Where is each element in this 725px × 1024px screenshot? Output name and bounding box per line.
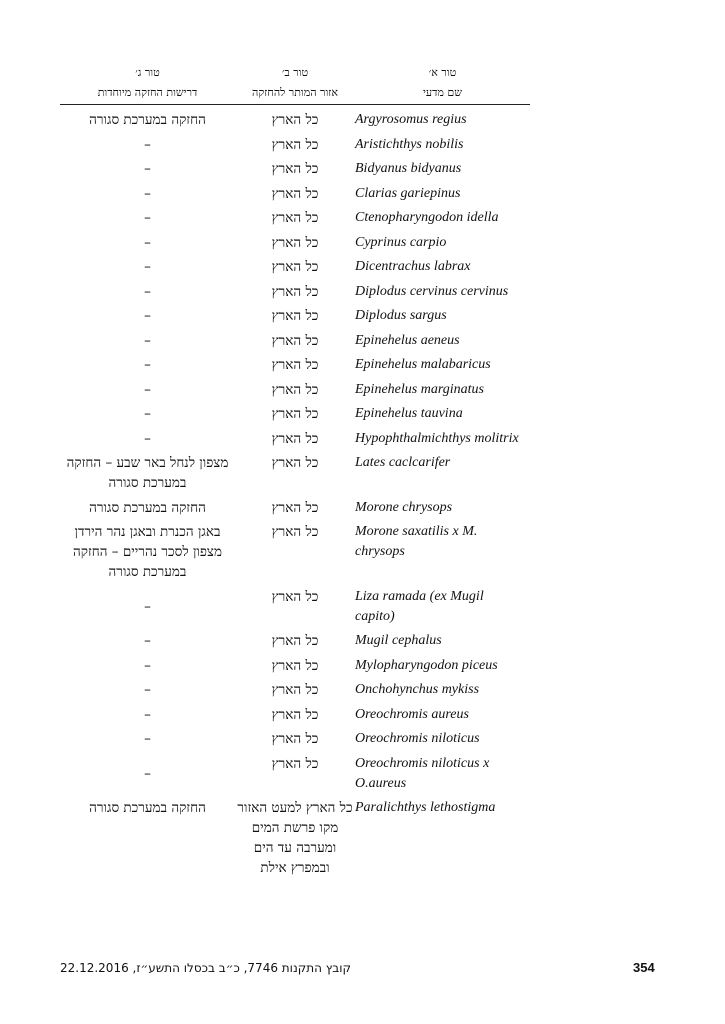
scientific-name-cell: Liza ramada (ex Mugil capito): [355, 588, 484, 624]
scientific-name-cell: Lates caclcarifer: [355, 455, 451, 470]
table-row: [60, 331, 530, 351]
col-a-title: טור א׳: [428, 66, 457, 79]
scientific-name-cell: Oreochromis niloticus: [355, 731, 480, 746]
permitted-area-cell: כל הארץ: [271, 283, 319, 300]
table-row: [60, 754, 530, 794]
scientific-name-cell: Onchohynchus mykiss: [355, 682, 480, 697]
col-c-subtitle: דרישות החזקה מיוחדות: [97, 86, 198, 99]
permitted-area-cell: כל הארץ: [271, 185, 319, 202]
requirements-cell: –: [144, 633, 151, 649]
requirements-cell: –: [144, 765, 151, 782]
scientific-name-cell: Cyprinus carpio: [355, 234, 447, 250]
requirements-cell: –: [144, 308, 151, 324]
requirements-cell: –: [144, 136, 151, 153]
requirements-cell: –: [144, 657, 151, 674]
requirements-cell: –: [144, 161, 151, 177]
scientific-name-cell: Paralichthys lethostigma: [355, 800, 496, 815]
permitted-area-cell: כל הארץ: [271, 332, 319, 349]
permitted-area-cell: כל הארץ: [271, 524, 319, 540]
permitted-area-cell: כל הארץ: [271, 657, 319, 674]
permitted-area-cell: כל הארץ: [271, 308, 319, 324]
footer-publication-line: קובץ התקנות 7746, כ״ב בכסלו התשע״ז, 22.12.2016: [60, 961, 351, 975]
table-row: [60, 631, 530, 651]
requirements-cell: –: [144, 283, 151, 300]
scientific-name-cell: Dicentrachus labrax: [355, 259, 471, 274]
table-row: [60, 380, 530, 400]
permitted-area-cell: כל הארץ: [271, 161, 319, 177]
scientific-name-cell: Aristichthys nobilis: [355, 136, 464, 152]
permitted-area-cell: כל הארץ: [271, 455, 319, 471]
table-row: [60, 110, 530, 130]
scientific-name-cell: Oreochromis aureus: [355, 706, 469, 722]
table-row: [60, 729, 530, 749]
requirements-cell: –: [144, 185, 151, 202]
permitted-area-cell: כל הארץ: [271, 112, 319, 128]
scientific-name-cell: Mugil cephalus: [355, 633, 442, 648]
table-row: [60, 208, 530, 228]
scientific-name-cell: Hypophthalmichthys molitrix: [355, 430, 519, 446]
table-row: [60, 404, 530, 424]
permitted-area-cell: כל הארץ: [271, 731, 319, 747]
page-number: 354: [633, 960, 655, 975]
table-row: [60, 587, 530, 627]
permitted-area-cell: כל הארץ: [271, 755, 319, 772]
col-a-subtitle: שם מדעי: [422, 86, 463, 99]
species-table: [60, 66, 530, 883]
table-row: [60, 184, 530, 204]
scientific-name-cell: Epinehelus aeneus: [355, 332, 460, 348]
requirements-cell: –: [144, 381, 151, 398]
scientific-name-cell: Diplodus cervinus cervinus: [355, 283, 509, 299]
requirements-cell: –: [144, 430, 151, 447]
permitted-area-cell: כל הארץ: [271, 136, 319, 153]
page-footer: [0, 960, 725, 980]
table-row: [60, 522, 530, 582]
scientific-name-cell: Morone saxatilis x M. chrysops: [355, 524, 478, 559]
table-header-subtitles: [60, 86, 530, 104]
scientific-name-cell: Diplodus sargus: [355, 308, 447, 323]
table-row: [60, 355, 530, 375]
header-rule: [60, 104, 530, 105]
permitted-area-cell: כל הארץ: [271, 633, 319, 649]
scientific-name-cell: Clarias gariepinus: [355, 185, 461, 201]
scientific-name-cell: Oreochromis niloticus x O.aureus: [355, 755, 490, 791]
table-row: [60, 306, 530, 326]
requirements-cell: –: [144, 706, 151, 723]
requirements-cell: –: [144, 598, 151, 615]
col-b-subtitle: אזור המותר להחזקה: [252, 86, 338, 99]
table-row: [60, 135, 530, 155]
permitted-area-cell: כל הארץ: [271, 499, 319, 516]
col-c-title: טור ג׳: [135, 66, 160, 79]
requirements-cell: החזקה במערכת סגורה: [89, 499, 206, 516]
requirements-cell: –: [144, 234, 151, 251]
table-row: [60, 257, 530, 277]
scientific-name-cell: Epinehelus marginatus: [355, 381, 484, 397]
permitted-area-cell: כל הארץ: [271, 588, 319, 605]
permitted-area-cell: כל הארץ למעט האזור מקו פרשת המים ומערבה עד הים ובמפרץ אילת: [237, 800, 353, 876]
table-row: [60, 705, 530, 725]
permitted-area-cell: כל הארץ: [271, 430, 319, 447]
permitted-area-cell: כל הארץ: [271, 682, 319, 698]
col-b-title: טור ב׳: [281, 66, 309, 79]
requirements-cell: –: [144, 210, 151, 226]
scientific-name-cell: Bidyanus bidyanus: [355, 161, 462, 176]
scientific-name-cell: Argyrosomus regius: [355, 112, 467, 127]
table-row: [60, 498, 530, 518]
table-row: [60, 159, 530, 179]
table-body: [60, 110, 530, 883]
scientific-name-cell: Ctenopharyngodon idella: [355, 210, 499, 225]
requirements-cell: –: [144, 259, 151, 275]
requirements-cell: –: [144, 332, 151, 349]
table-row: [60, 282, 530, 302]
scientific-name-cell: Morone chrysops: [355, 499, 453, 515]
requirements-cell: –: [144, 357, 151, 373]
requirements-cell: החזקה במערכת סגורה: [89, 112, 206, 128]
permitted-area-cell: כל הארץ: [271, 259, 319, 275]
scientific-name-cell: Epinehelus tauvina: [355, 406, 463, 421]
scientific-name-cell: Mylopharyngodon piceus: [355, 657, 498, 673]
permitted-area-cell: כל הארץ: [271, 706, 319, 723]
requirements-cell: באגן הכנרת ובאגן נהר הירדן מצפון לסכר נהריים – החזקה במערכת סגורה: [73, 524, 222, 580]
requirements-cell: –: [144, 731, 151, 747]
permitted-area-cell: כל הארץ: [271, 210, 319, 226]
table-row: [60, 453, 530, 493]
requirements-cell: מצפון לנחל באר שבע – החזקה במערכת סגורה: [66, 455, 229, 491]
requirements-cell: –: [144, 406, 151, 422]
table-row: [60, 680, 530, 700]
table-row: [60, 429, 530, 449]
requirements-cell: –: [144, 682, 151, 698]
permitted-area-cell: כל הארץ: [271, 357, 319, 373]
row-spacer: [60, 878, 530, 883]
permitted-area-cell: כל הארץ: [271, 406, 319, 422]
table-row: [60, 798, 530, 878]
table-row: [60, 233, 530, 253]
permitted-area-cell: כל הארץ: [271, 381, 319, 398]
requirements-cell: החזקה במערכת סגורה: [89, 800, 206, 816]
table-header-titles: [60, 66, 530, 80]
permitted-area-cell: כל הארץ: [271, 234, 319, 251]
table-row: [60, 656, 530, 676]
scientific-name-cell: Epinehelus malabaricus: [355, 357, 491, 372]
